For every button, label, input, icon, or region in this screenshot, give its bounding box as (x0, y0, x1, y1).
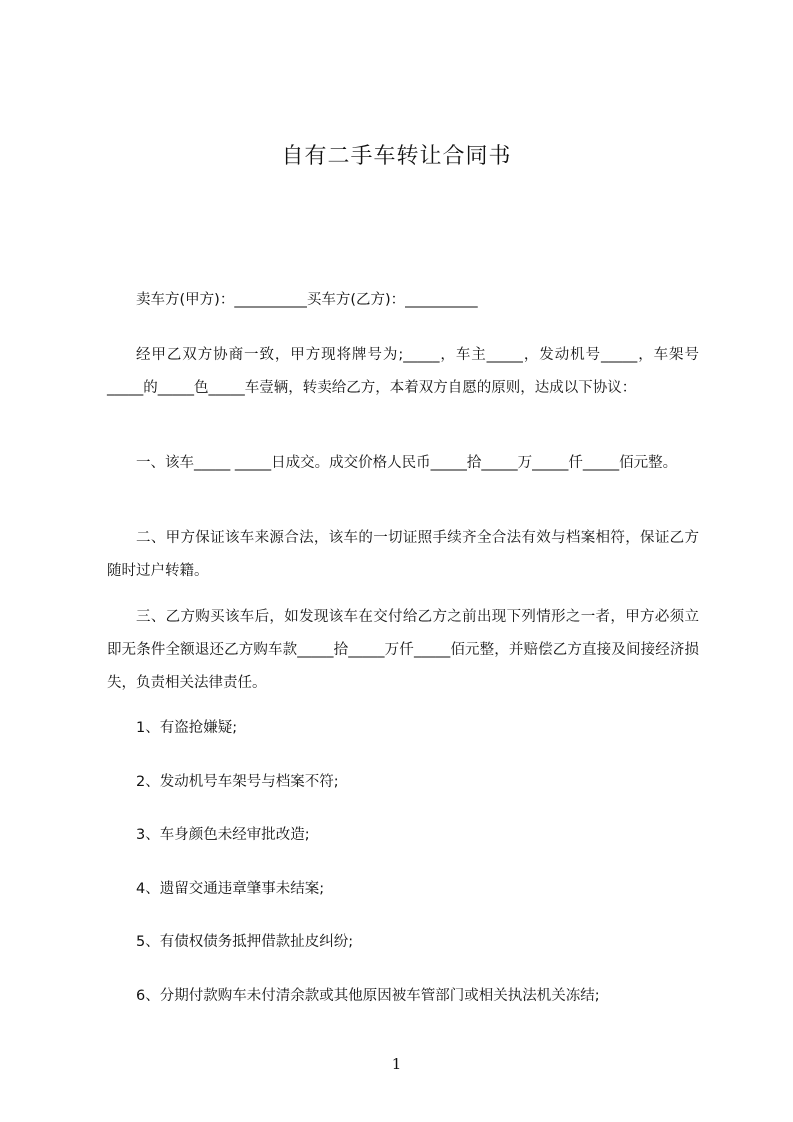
clause-1: 一、该车_____ _____日成交。成交价格人民币_____拾_____万_____仟_____佰元整。 (136, 455, 678, 471)
document-title: 自有二手车转让合同书 (281, 144, 512, 169)
list-item: 4、遗留交通违章肇事未结案; (136, 881, 325, 897)
clause-2: 二、甲方保证该车来源合法，该车的一切证照手续齐全合法有效与档案相符，保证乙方随时过户转籍。 (107, 530, 699, 579)
clause-3: 三、乙方购买该车后，如发现该车在交付给乙方之前出现下列情形之一者，甲方必须立即无条件全额退还乙方购车款_____拾_____万仟_____佰元整，并赔偿乙方直接及间接经济损失，负责相关法律责任。 (107, 609, 699, 691)
page-number: 1 (391, 1055, 402, 1073)
parties-line: 卖车方(甲方)：__________买车方(乙方)：__________ (136, 292, 478, 308)
intro-paragraph: 经甲乙双方协商一致，甲方现将牌号为;_____，车主_____，发动机号_____，车架号_____的_____色_____车壹辆，转卖给乙方，本着双方自愿的原则，达成以下协议： (107, 347, 699, 396)
list-item: 2、发动机号车架号与档案不符; (136, 774, 339, 790)
list-item: 1、有盗抢嫌疑; (136, 720, 238, 736)
list-item: 3、车身颜色未经审批改造; (136, 827, 310, 843)
list-item: 5、有债权债务抵押借款扯皮纠纷; (136, 934, 354, 950)
list-item: 6、分期付款购车未付清余款或其他原因被车管部门或相关执法机关冻结; (136, 988, 600, 1004)
